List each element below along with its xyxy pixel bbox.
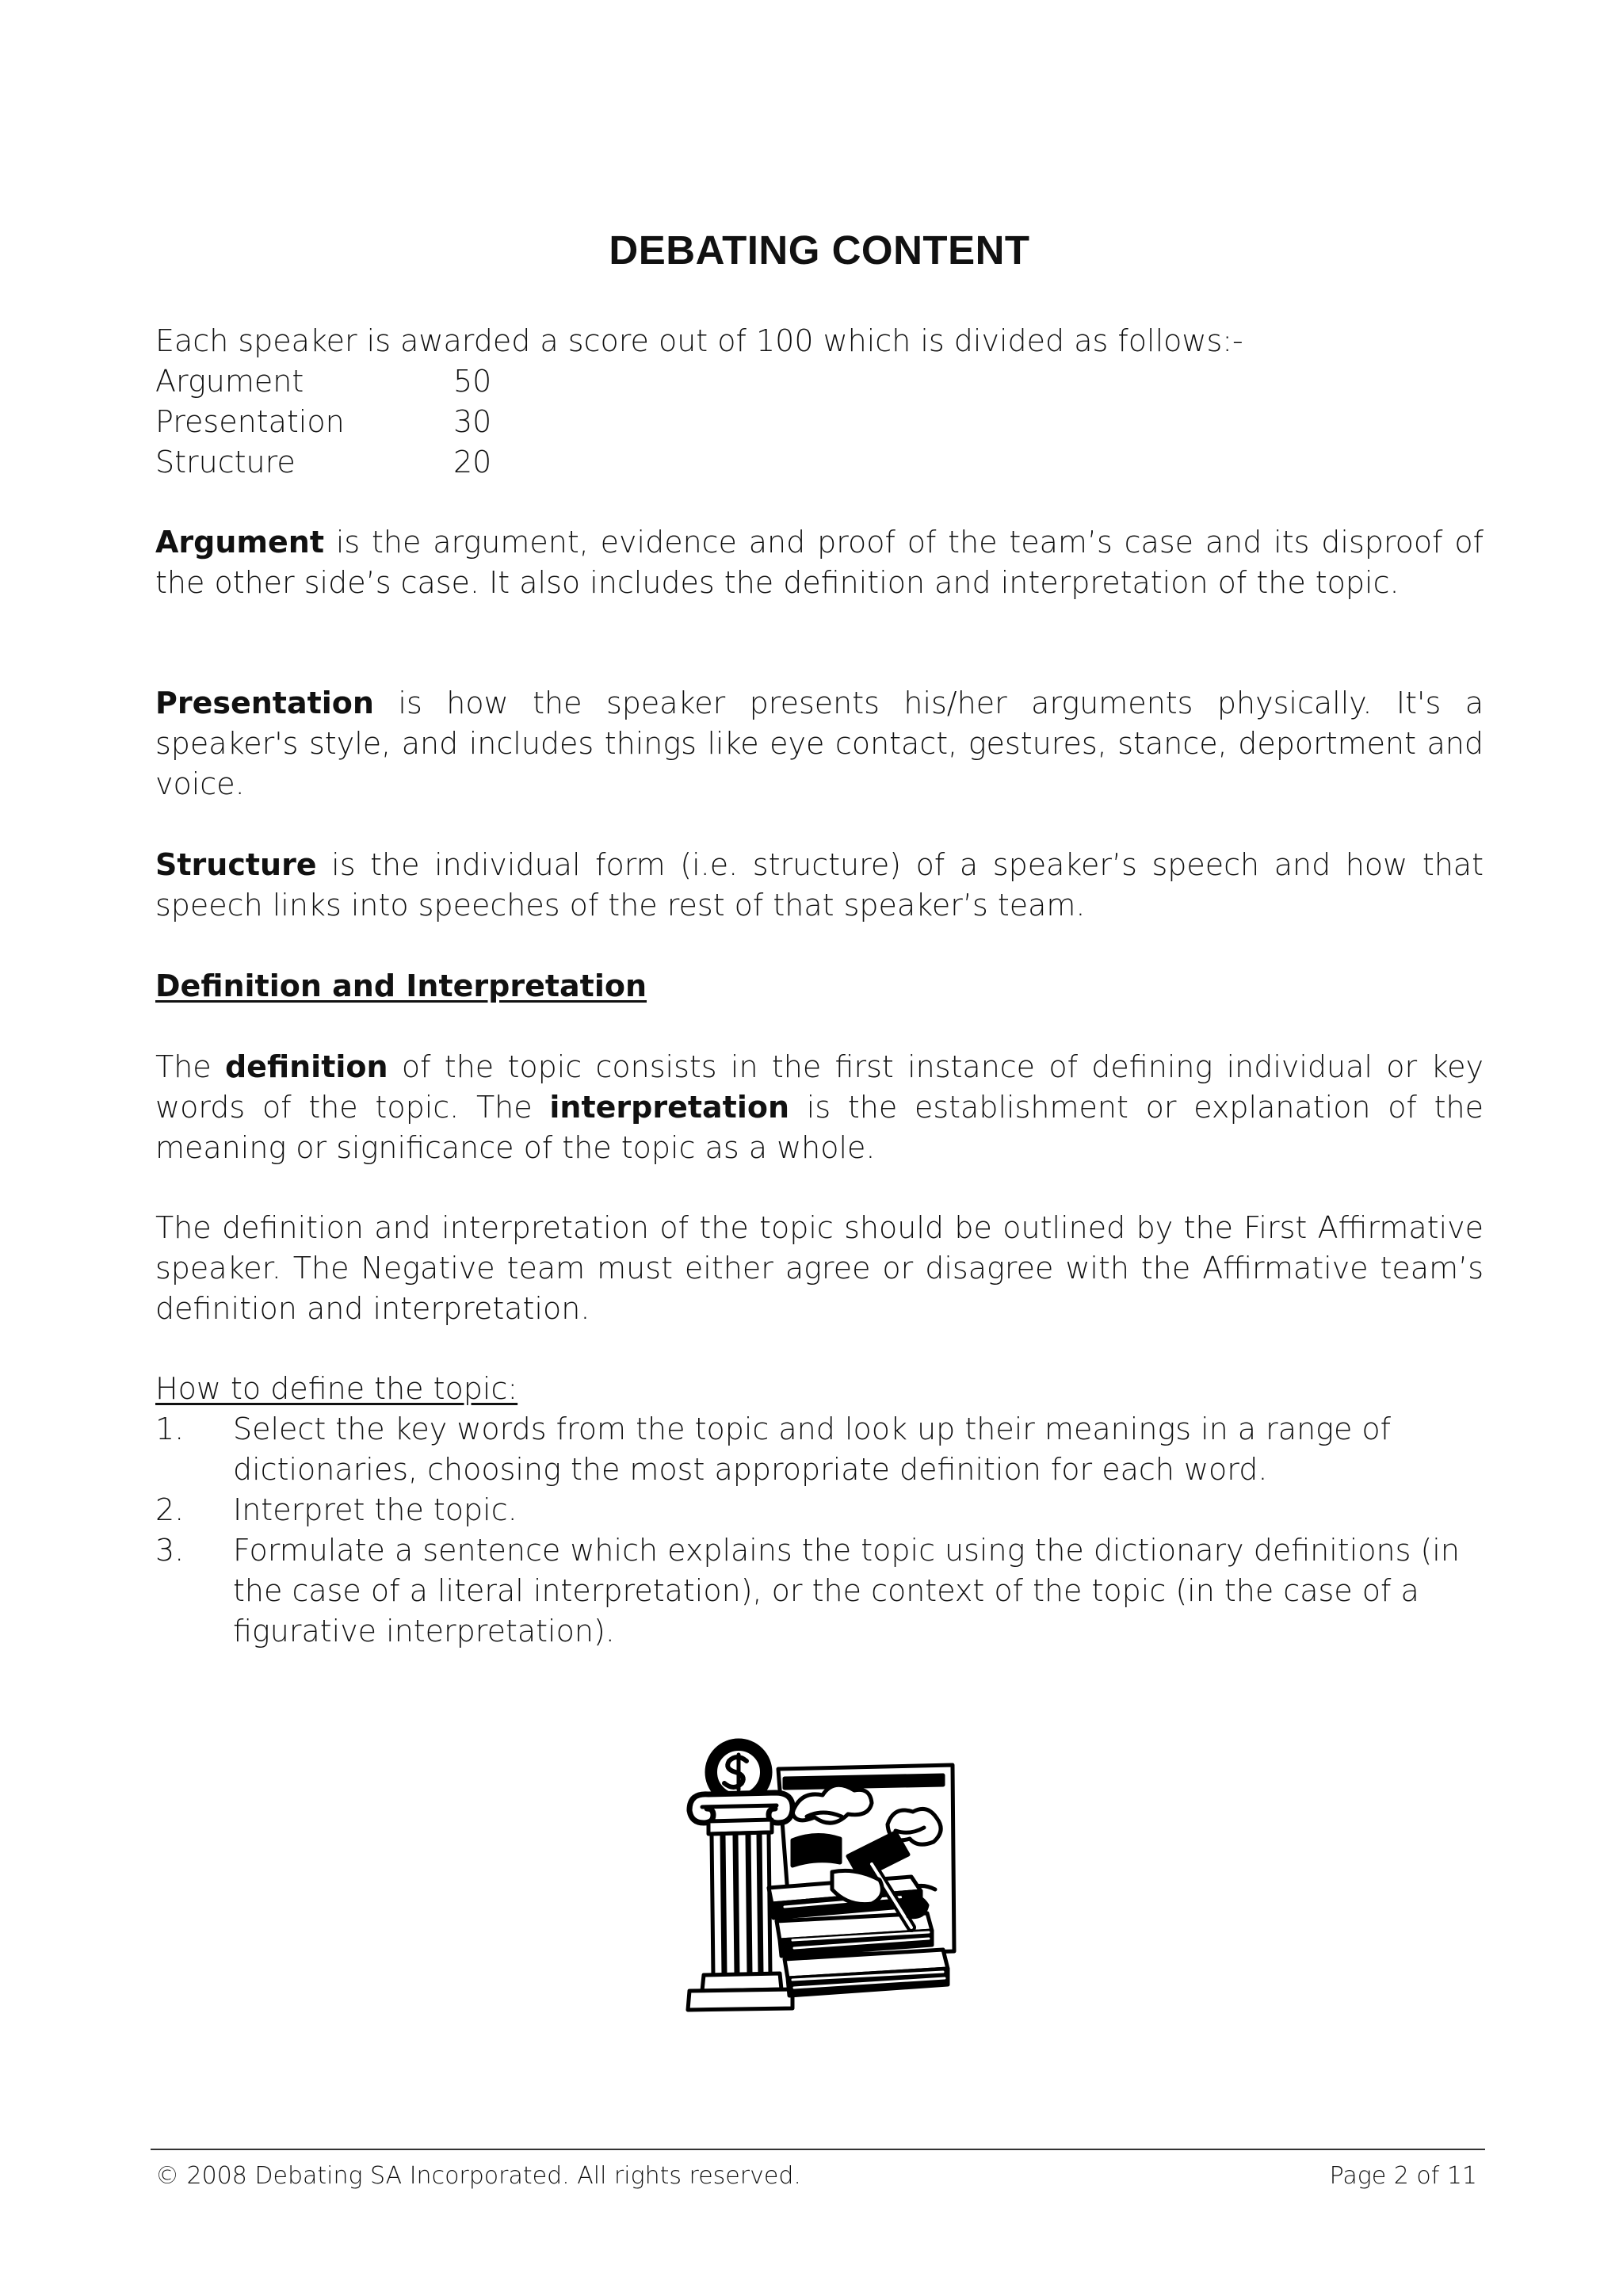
- intro-text: Each speaker is awarded a score out of 100 which is divided as follows:-: [155, 323, 1243, 358]
- argument-paragraph: [155, 522, 1484, 603]
- structure-text: is the individual form (i.e. structure) of a speaker’s speech and how that speech links into speeches of the rest of that speaker’s team.: [155, 847, 1484, 923]
- score-value: 30: [453, 404, 492, 439]
- definition-paragraph: [155, 1047, 1484, 1168]
- definition-term: definition: [224, 1049, 388, 1084]
- argument-term: Argument: [155, 525, 324, 560]
- steps-list: [155, 1409, 1484, 1652]
- step-number: 1.: [155, 1412, 185, 1446]
- structure-term: Structure: [155, 847, 317, 882]
- column-books-dollar-clipart-icon: [674, 1737, 983, 2023]
- step-number: 2.: [155, 1492, 185, 1527]
- score-name: Structure: [155, 445, 296, 479]
- score-value: 50: [453, 364, 492, 399]
- section-heading: Definition and Interpretation: [155, 968, 647, 1003]
- definition-text: of the topic consists in the first instance of defining individual or key words of the topic. The: [155, 1049, 1484, 1125]
- step-text: Formulate a sentence which explains the topic using the dictionary definitions (in the case of a literal interpretation), or the context of the topic (in the case of a figurative interpretation).: [233, 1533, 1460, 1648]
- page-number: Page 2 of 11: [1329, 2162, 1477, 2190]
- interpretation-term: interpretation: [549, 1090, 790, 1125]
- argument-text: is the argument, evidence and proof of the team’s case and its disproof of the other side’s case. It also includes the definition and interpretation of the topic.: [155, 525, 1484, 600]
- step-text: Select the key words from the topic and look up their meanings in a range of dictionaries, choosing the most appropriate definition for each word.: [233, 1412, 1392, 1487]
- score-row: [155, 402, 1484, 442]
- document-page: [155, 0, 1484, 2296]
- definition-text: The: [155, 1049, 225, 1084]
- structure-paragraph: [155, 845, 1484, 926]
- score-row: [155, 361, 1484, 402]
- list-item: [155, 1490, 1484, 1530]
- page-title: DEBATING CONTENT: [609, 227, 1030, 273]
- score-name: Argument: [155, 364, 304, 399]
- step-text: Interpret the topic.: [233, 1492, 517, 1527]
- footer-divider: [151, 2149, 1485, 2150]
- score-row: [155, 442, 1484, 483]
- presentation-paragraph: [155, 683, 1484, 804]
- list-item: [155, 1409, 1484, 1490]
- list-item: [155, 1530, 1484, 1652]
- copyright-text: © 2008 Debating SA Incorporated. All rights reserved.: [155, 2162, 801, 2190]
- score-breakdown: [155, 361, 1484, 483]
- score-name: Presentation: [155, 404, 345, 439]
- step-number: 3.: [155, 1533, 185, 1568]
- definition-text: is the establishment or explanation of the meaning or significance of the topic as a whole.: [155, 1090, 1484, 1165]
- howto-heading: How to define the topic:: [155, 1371, 518, 1406]
- presentation-term: Presentation: [155, 686, 374, 720]
- presentation-text: is how the speaker presents his/her arguments physically. It's a speaker's style, and includes things like eye contact, gestures, stance, deportment and voice.: [155, 686, 1484, 801]
- score-value: 20: [453, 445, 492, 479]
- outline-paragraph: The definition and interpretation of the topic should be outlined by the First Affirmative speaker. The Negative team must either agree or disagree with the Affirmative team’s definition and interpretation.: [155, 1210, 1484, 1326]
- page-footer: [155, 2160, 1477, 2192]
